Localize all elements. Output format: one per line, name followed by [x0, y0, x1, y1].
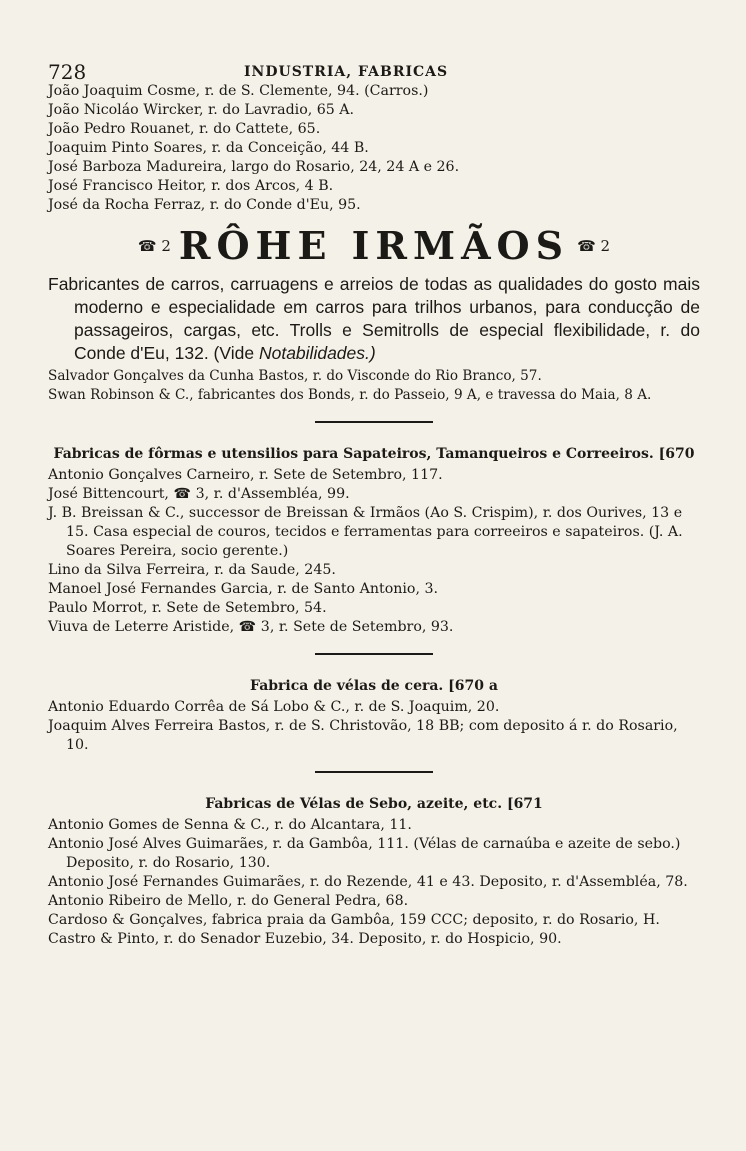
section-title: Fabrica de vélas de cera. [670 a — [250, 678, 498, 694]
list-item: Salvador Gonçalves da Cunha Bastos, r. do Visconde do Rio Branco, 57. — [48, 368, 542, 384]
list-item: Manoel José Fernandes Garcia, r. de Santo Antonio, 3. — [48, 581, 439, 597]
advert-text — [48, 273, 700, 365]
list-item: Viuva de Leterre Aristide, ☎ 3, r. Sete de Setembro, 93. — [48, 619, 454, 635]
list-item: Antonio Eduardo Corrêa de Sá Lobo & C., r. de S. Joaquim, 20. — [48, 699, 500, 715]
phone-icon-right: ☎ 2 — [577, 237, 611, 255]
section-wax-candles — [48, 677, 700, 755]
list-item: J. B. Breissan & C., successor de Breissan & Irmãos (Ao S. Crispim), r. dos Ourives, 13 e 15. Casa especial de couros, tecidos e ferramentas para correeiros e sapateiros. (J. A. Soares Pereira, socio gerente.) — [48, 505, 683, 559]
list-item: Swan Robinson & C., fabricantes dos Bonds, r. do Passeio, 9 A, e travessa do Maia, 8 A. — [48, 387, 652, 403]
section-divider — [315, 421, 433, 423]
list-item: João Pedro Rouanet, r. do Cattete, 65. — [48, 121, 321, 137]
list-item: Antonio Ribeiro de Mello, r. do General Pedra, 68. — [48, 893, 409, 909]
list-item: José da Rocha Ferraz, r. do Conde d'Eu, 95. — [48, 197, 361, 213]
top-entries — [48, 82, 700, 215]
section-divider — [315, 771, 433, 773]
section-divider — [315, 653, 433, 655]
list-item: João Nicoláo Wircker, r. do Lavradio, 65 A. — [48, 102, 355, 118]
list-item: Joaquim Pinto Soares, r. da Conceição, 44 B. — [48, 140, 369, 156]
list-item: José Bittencourt, ☎ 3, r. d'Assembléa, 99. — [48, 486, 350, 502]
list-item: Cardoso & Gonçalves, fabrica praia da Gambôa, 159 CCC; deposito, r. do Rosario, H. — [48, 912, 660, 928]
list-item: Antonio José Alves Guimarães, r. da Gambôa, 111. (Vélas de carnaúba e azeite de sebo.) Deposito, r. do Rosario, 130. — [48, 836, 681, 871]
advert-firm-name: RÔHE IRMÃOS — [178, 223, 570, 268]
list-item: José Barboza Madureira, largo do Rosario, 24, 24 A e 26. — [48, 159, 460, 175]
section-title: Fabricas de Vélas de Sebo, azeite, etc. [671 — [205, 796, 543, 812]
advert-reference: Notabilidades.) — [258, 343, 376, 363]
advert-banner — [48, 223, 700, 269]
page-number: 728 — [48, 60, 87, 84]
running-title: INDUSTRIA, FABRICAS — [244, 64, 449, 80]
section-title: Fabricas de fôrmas e utensilios para Sapateiros, Tamanqueiros e Correeiros. [670 — [53, 446, 695, 462]
page — [48, 56, 700, 953]
after-advert-entries — [48, 367, 700, 405]
list-item: Antonio Gonçalves Carneiro, r. Sete de Setembro, 117. — [48, 467, 443, 483]
list-item: João Joaquim Cosme, r. de S. Clemente, 94. (Carros.) — [48, 83, 429, 99]
list-item: Paulo Morrot, r. Sete de Setembro, 54. — [48, 600, 327, 616]
section-tallow-candles — [48, 795, 700, 949]
list-item: José Francisco Heitor, r. dos Arcos, 4 B. — [48, 178, 334, 194]
phone-icon-left: ☎ 2 — [137, 237, 171, 255]
list-item: Lino da Silva Ferreira, r. da Saude, 245. — [48, 562, 336, 578]
list-item: Antonio Gomes de Senna & C., r. do Alcantara, 11. — [48, 817, 412, 833]
list-item: Antonio José Fernandes Guimarães, r. do Rezende, 41 e 43. Deposito, r. d'Assembléa, 78. — [48, 874, 688, 890]
page-header — [48, 56, 700, 82]
advert-body: Fabricantes de carros, carruagens e arreios de todas as qualidades do gosto mais moderno e especialidade em carros para trilhos urbanos, para conducção de passageiros, cargas, etc. Trolls e Semitrolls de especial flexibilidade, r. do Conde d'Eu, 132. (Vide — [48, 274, 700, 363]
list-item: Joaquim Alves Ferreira Bastos, r. de S. Christovão, 18 BB; com deposito á r. do Rosario, 10. — [48, 718, 678, 753]
section-shoe-forms — [48, 445, 700, 637]
list-item: Castro & Pinto, r. do Senador Euzebio, 34. Deposito, r. do Hospicio, 90. — [48, 931, 562, 947]
